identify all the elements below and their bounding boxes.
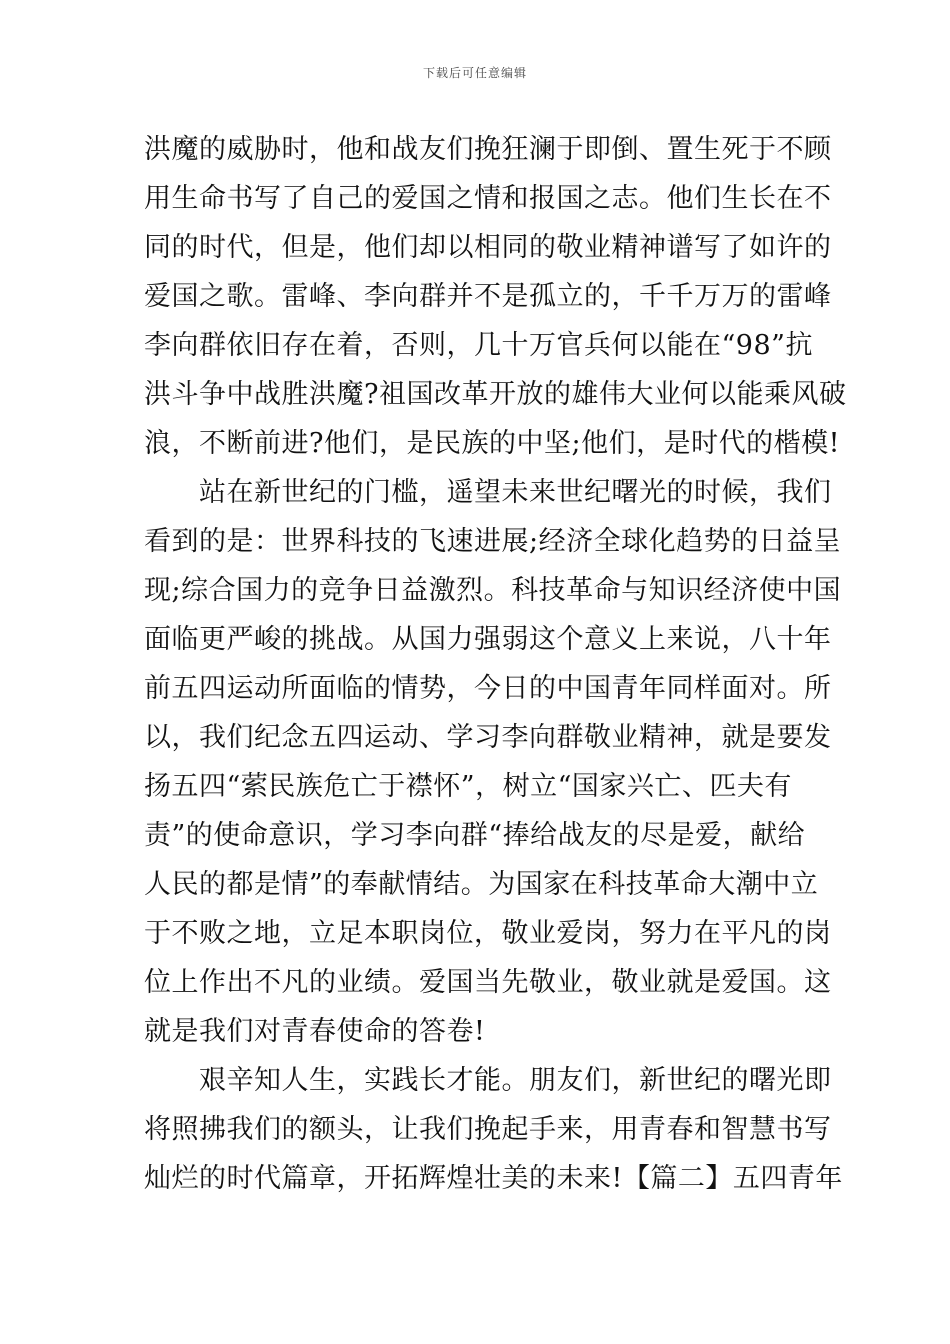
text-line: 就是我们对青春使命的答卷!	[144, 1016, 486, 1047]
text-line: 将照拂我们的额头，让我们挽起手来，用青春和智慧书写	[144, 1114, 832, 1145]
document-body	[144, 125, 847, 1203]
page-header: 下载后可任意编辑	[422, 66, 527, 80]
text-line: 李向群依旧存在着，否则，几十万官兵何以能在“98”抗	[144, 330, 813, 361]
text-line: 位上作出不凡的业绩。爱国当先敬业，敬业就是爱国。这	[144, 967, 832, 998]
text-line: 同的时代，但是，他们却以相同的敬业精神谱写了如许的	[144, 232, 832, 263]
text-line: 以，我们纪念五四运动、学习李向群敬业精神，就是要发	[144, 722, 832, 753]
text-line: 爱国之歌。雷峰、李向群并不是孤立的，千千万万的雷峰	[144, 281, 832, 312]
text-line: 洪魔的威胁时，他和战友们挽狂澜于即倒、置生死于不顾	[144, 134, 832, 165]
text-line: 浪，不断前进?他们，是民族的中坚;他们，是时代的楷模!	[144, 428, 840, 459]
text-line: 站在新世纪的门槛，遥望未来世纪曙光的时候，我们	[144, 477, 832, 508]
text-line: 洪斗争中战胜洪魔?祖国改革开放的雄伟大业何以能乘风破	[144, 379, 847, 410]
text-line: 于不败之地，立足本职岗位，敬业爱岗，努力在平凡的岗	[144, 918, 832, 949]
text-line: 责”的使命意识，学习李向群“捧给战友的尽是爱，献给	[144, 820, 806, 851]
text-line: 前五四运动所面临的情势，今日的中国青年同样面对。所	[144, 673, 832, 704]
text-line: 人民的都是情”的奉献情结。为国家在科技革命大潮中立	[144, 869, 819, 900]
text-line: 用生命书写了自己的爱国之情和报国之志。他们生长在不	[144, 183, 832, 214]
text-line: 扬五四“萦民族危亡于襟怀”，树立“国家兴亡、匹夫有	[144, 771, 792, 802]
text-line: 面临更严峻的挑战。从国力强弱这个意义上来说，八十年	[144, 624, 832, 655]
text-line: 艰辛知人生，实践长才能。朋友们，新世纪的曙光即	[144, 1065, 832, 1096]
text-line: 看到的是：世界科技的飞速进展;经济全球化趋势的日益呈	[144, 526, 842, 557]
text-line: 现;综合国力的竞争日益激烈。科技革命与知识经济使中国	[144, 575, 842, 606]
text-line: 灿烂的时代篇章，开拓辉煌壮美的未来!【篇二】五四青年	[144, 1163, 843, 1194]
